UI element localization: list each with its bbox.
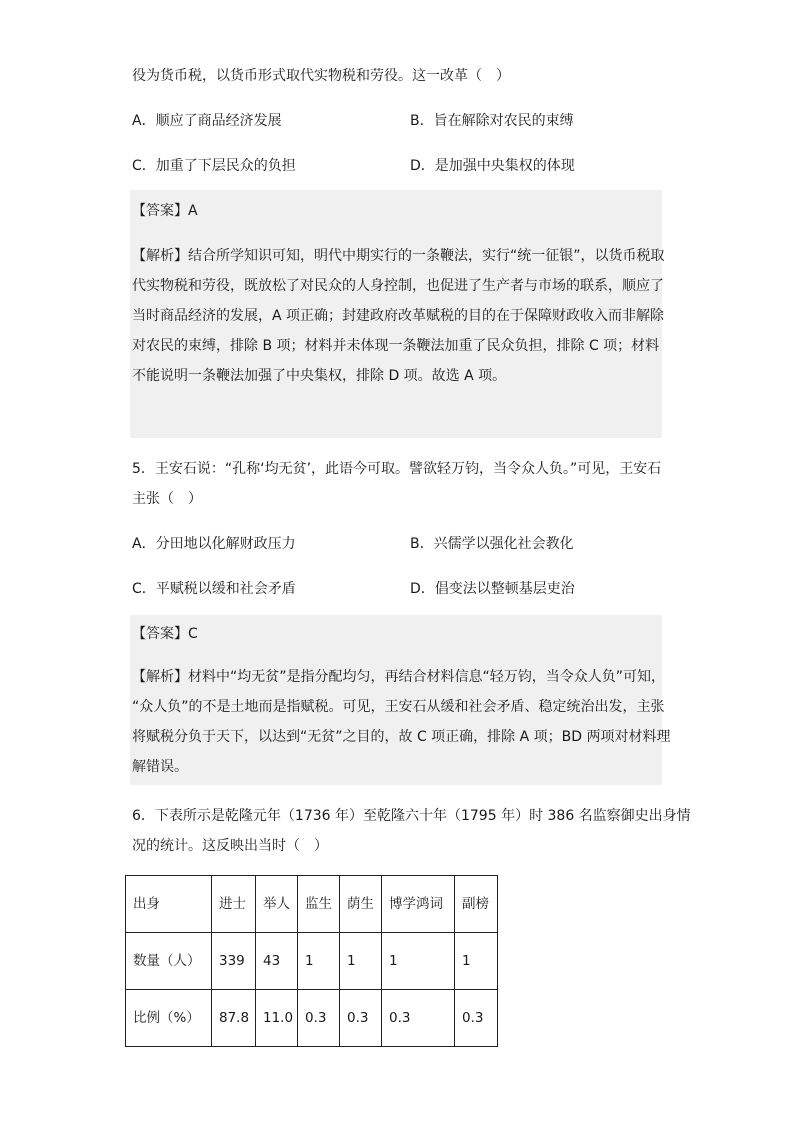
table-cell: 出身 [126,876,212,933]
q4-stem-tail: 役为货币税，以货币形式取代实物税和劳役。这一改革（ ） [132,68,510,84]
table-cell: 荫生 [340,876,382,933]
table-row [126,933,498,990]
table-cell: 举人 [256,876,298,933]
table-cell: 1 [382,933,455,990]
q4-analysis-line: 当时商品经济的发展，A 项正确；封建政府改革赋税的目的在于保障财政收入而非解除 [132,308,665,324]
table-cell: 副榜 [455,876,498,933]
table-cell: 比例（%） [126,990,212,1047]
table-cell: 0.3 [455,990,498,1047]
q5-analysis-line: “众人负”的不是土地而是指赋税。可见，王安石从缓和社会矛盾、稳定统治出发，主张 [132,699,665,715]
q4-analysis-line: 对农民的束缚，排除 B 项；材料并未体现一条鞭法加重了民众负担，排除 C 项；材料 [132,338,660,354]
q5-analysis-line: 将赋税分负于天下，以达到“无贫”之目的，故 C 项正确，排除 A 项；BD 两项对材料理 [132,729,671,745]
q5-stem-line: 主张（ ） [132,491,202,507]
table-cell: 数量（人） [126,933,212,990]
q4-answer-block [130,190,665,438]
q5-stem-line: 5．王安石说：“孔称‘均无贫’，此语今可取。譬欲轻万钧，当令众人负。”可见，王安石 [132,461,662,477]
table-cell: 0.3 [382,990,455,1047]
table-cell: 0.3 [298,990,340,1047]
origin-statistics-table [125,875,498,1047]
table-cell: 1 [298,933,340,990]
q4-analysis-line: 【解析】结合所学知识可知，明代中期实行的一条鞭法，实行“统一征银”，以货币税取 [132,248,665,264]
q4-option-a: A．顺应了商品经济发展 [132,113,282,129]
table-row [126,990,498,1047]
q5-answer: 【答案】C [132,626,198,642]
q5-option-d: D．倡变法以整顿基层吏治 [410,581,575,597]
table-cell: 进士 [212,876,256,933]
q5-analysis-line: 解错误。 [132,759,188,775]
q6-stem-line: 6．下表所示是乾隆元年（1736 年）至乾隆六十年（1795 年）时 386 名监察御史出身情 [132,808,691,824]
q5-analysis-line: 【解析】材料中“均无贫”是指分配均匀，再结合材料信息“轻万钧，当令众人负”可知， [132,669,666,685]
table-cell: 11.0 [256,990,298,1047]
table-row-header [126,876,498,933]
q4-analysis-line: 代实物税和劳役，既放松了对民众的人身控制，也促进了生产者与市场的联系，顺应了 [132,278,664,294]
table-cell: 1 [455,933,498,990]
table-cell: 1 [340,933,382,990]
q5-option-a: A．分田地以化解财政压力 [132,536,296,552]
table-cell: 87.8 [212,990,256,1047]
table-cell: 339 [212,933,256,990]
q4-option-b: B．旨在解除对农民的束缚 [410,113,574,129]
table-cell: 监生 [298,876,340,933]
q4-option-c: C．加重了下层民众的负担 [132,158,296,174]
table-cell: 博学鸿词 [382,876,455,933]
table-cell: 43 [256,933,298,990]
q5-answer-block [130,615,671,785]
q5-option-c: C．平赋税以缓和社会矛盾 [132,581,296,597]
q5-option-b: B．兴儒学以强化社会教化 [410,536,574,552]
q4-answer: 【答案】A [132,203,198,219]
q6-stem-line: 况的统计。这反映出当时（ ） [132,838,328,854]
q4-option-d: D．是加强中央集权的体现 [410,158,575,174]
q4-analysis-line: 不能说明一条鞭法加强了中央集权，排除 D 项。故选 A 项。 [132,368,507,384]
table-cell: 0.3 [340,990,382,1047]
